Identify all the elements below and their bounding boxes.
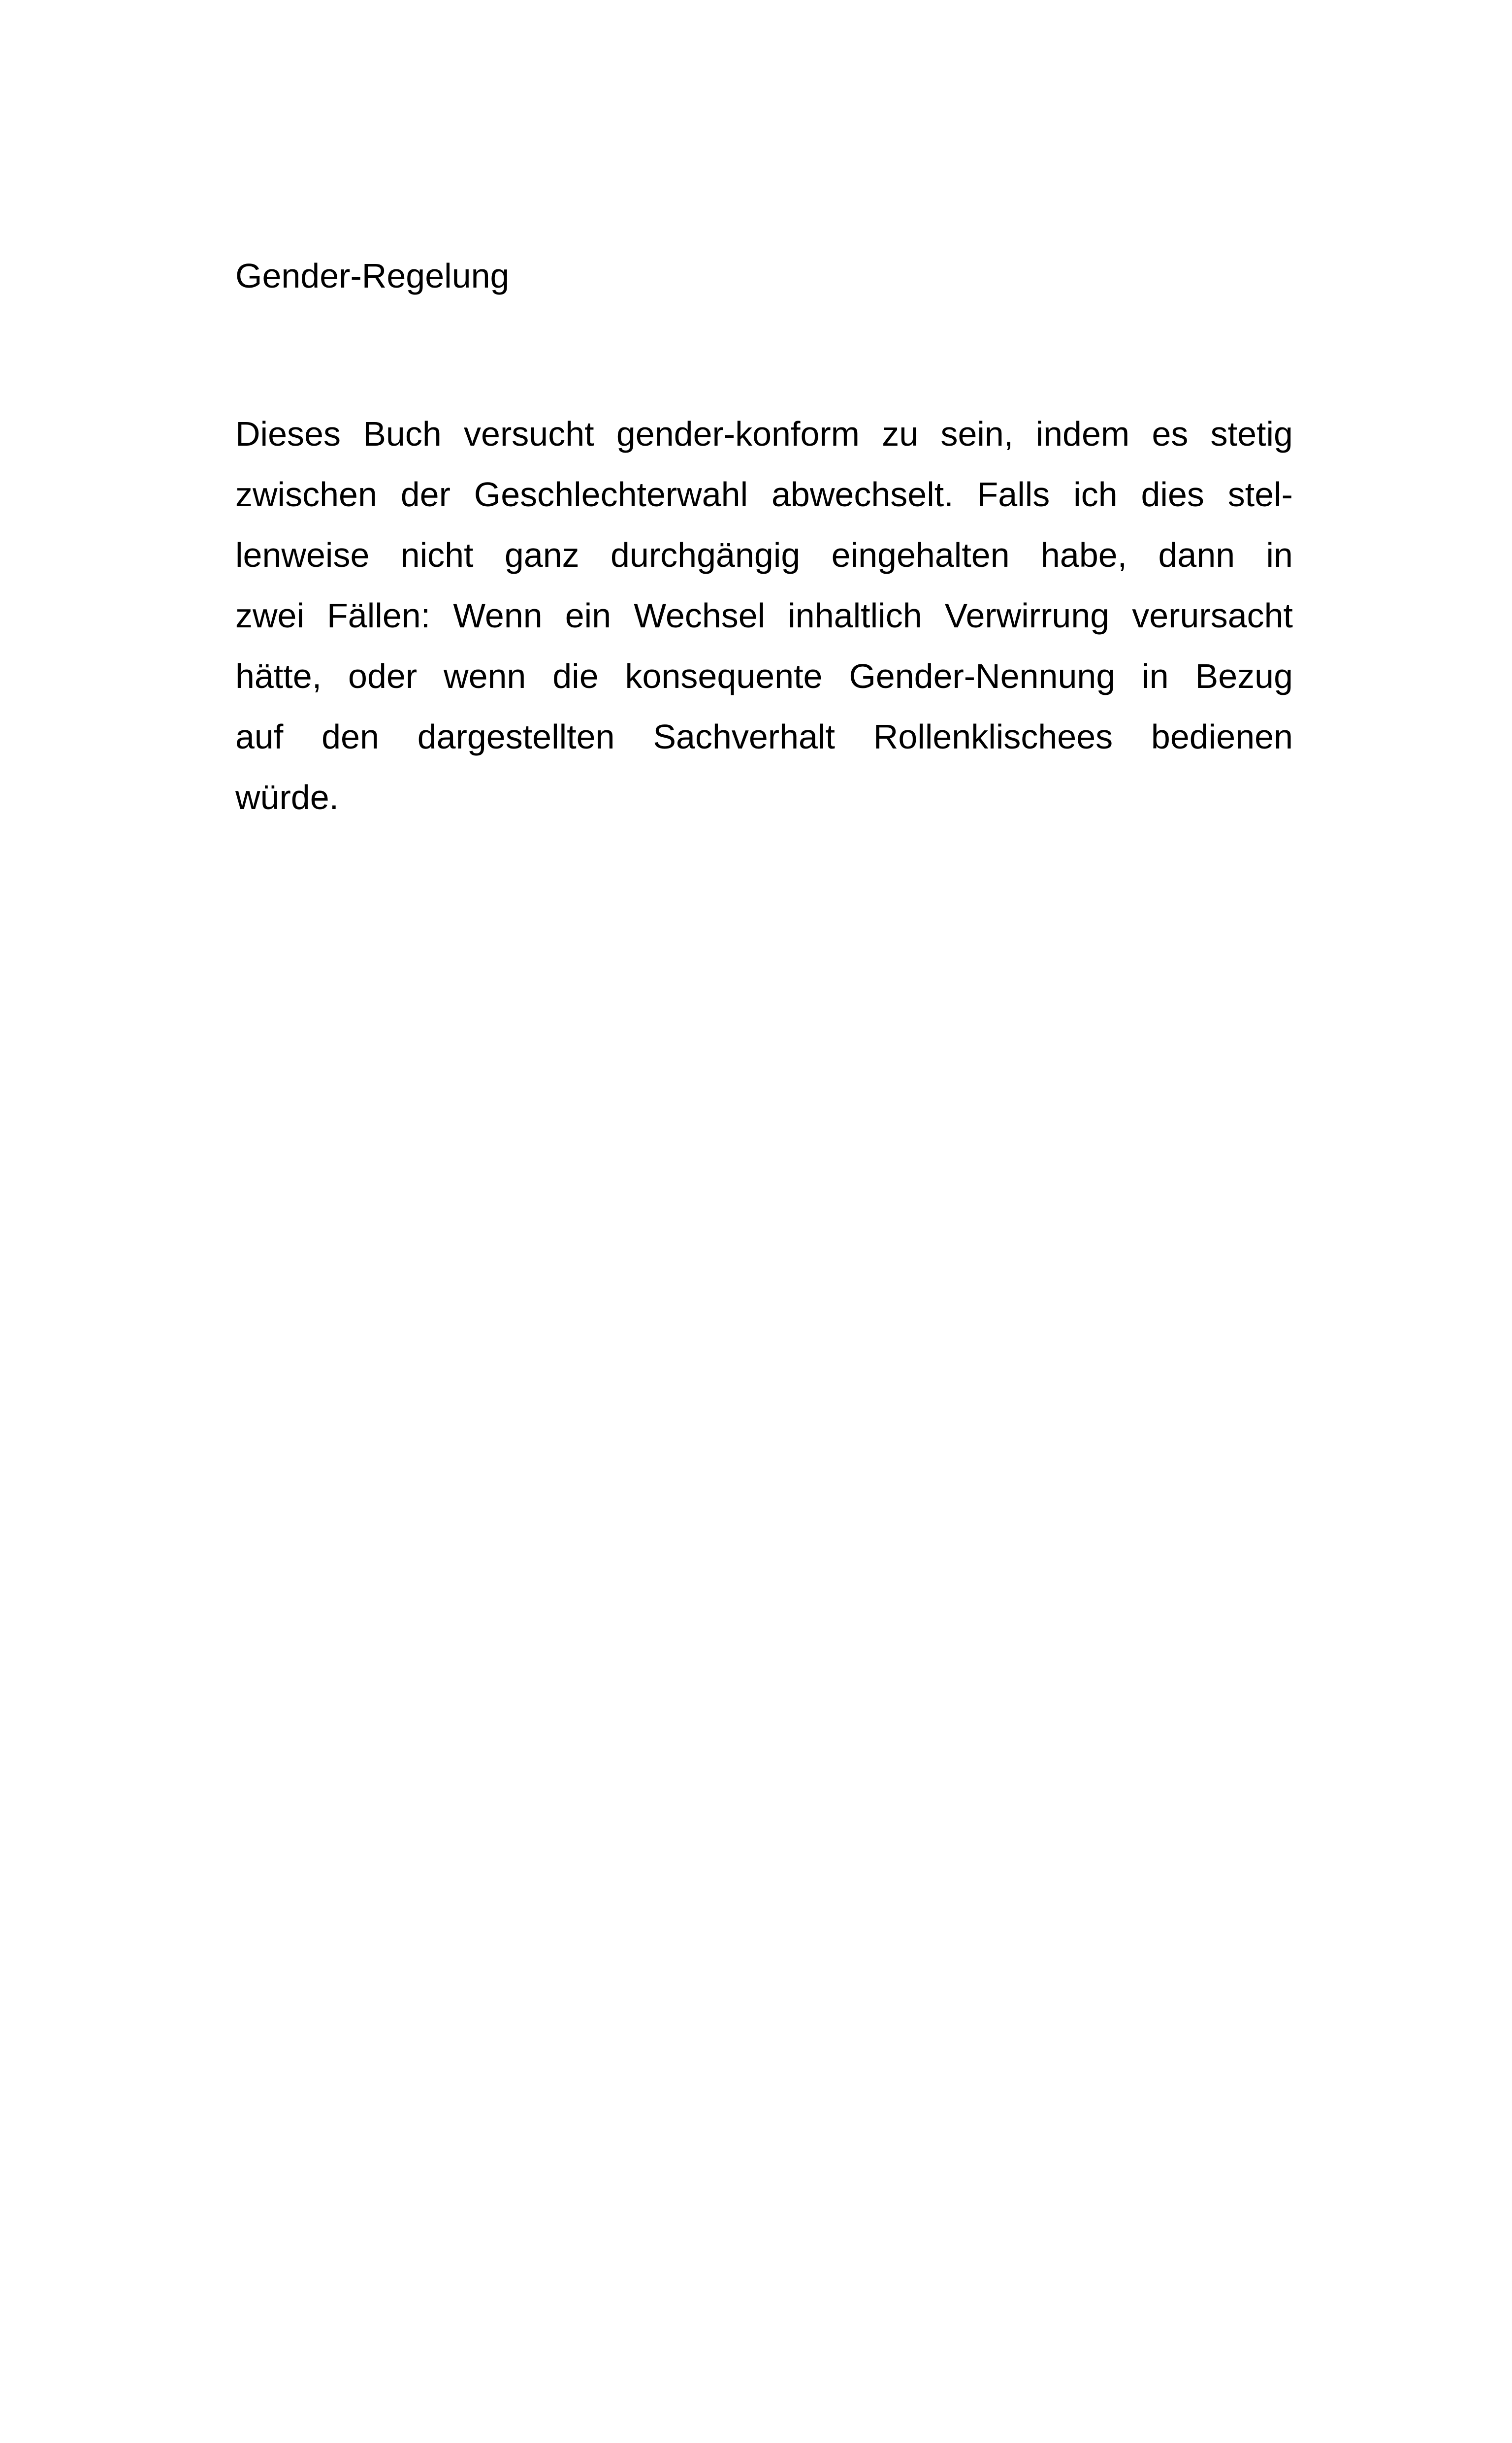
paragraph-line: hätte, oder wenn die konsequente Gender-Nennung in Bezug [235,657,1293,695]
paragraph-line: zwei Fällen: Wenn ein Wechsel inhaltlich Verwirrung verursacht [235,596,1293,635]
paragraph-line: würde. [235,778,339,816]
body-paragraph [235,404,1293,828]
paragraph-line: auf den dargestellten Sachverhalt Rollenklischees bedienen [235,717,1293,756]
paragraph-line: lenweise nicht ganz durchgängig eingehalten habe, dann in [235,536,1293,574]
paragraph-line: Dieses Buch versucht gender-konform zu sein, indem es stetig [235,415,1293,453]
page-heading: Gender-Regelung [235,257,510,295]
paragraph-line: zwischen der Geschlechterwahl abwechselt. Falls ich dies stel- [235,475,1293,514]
